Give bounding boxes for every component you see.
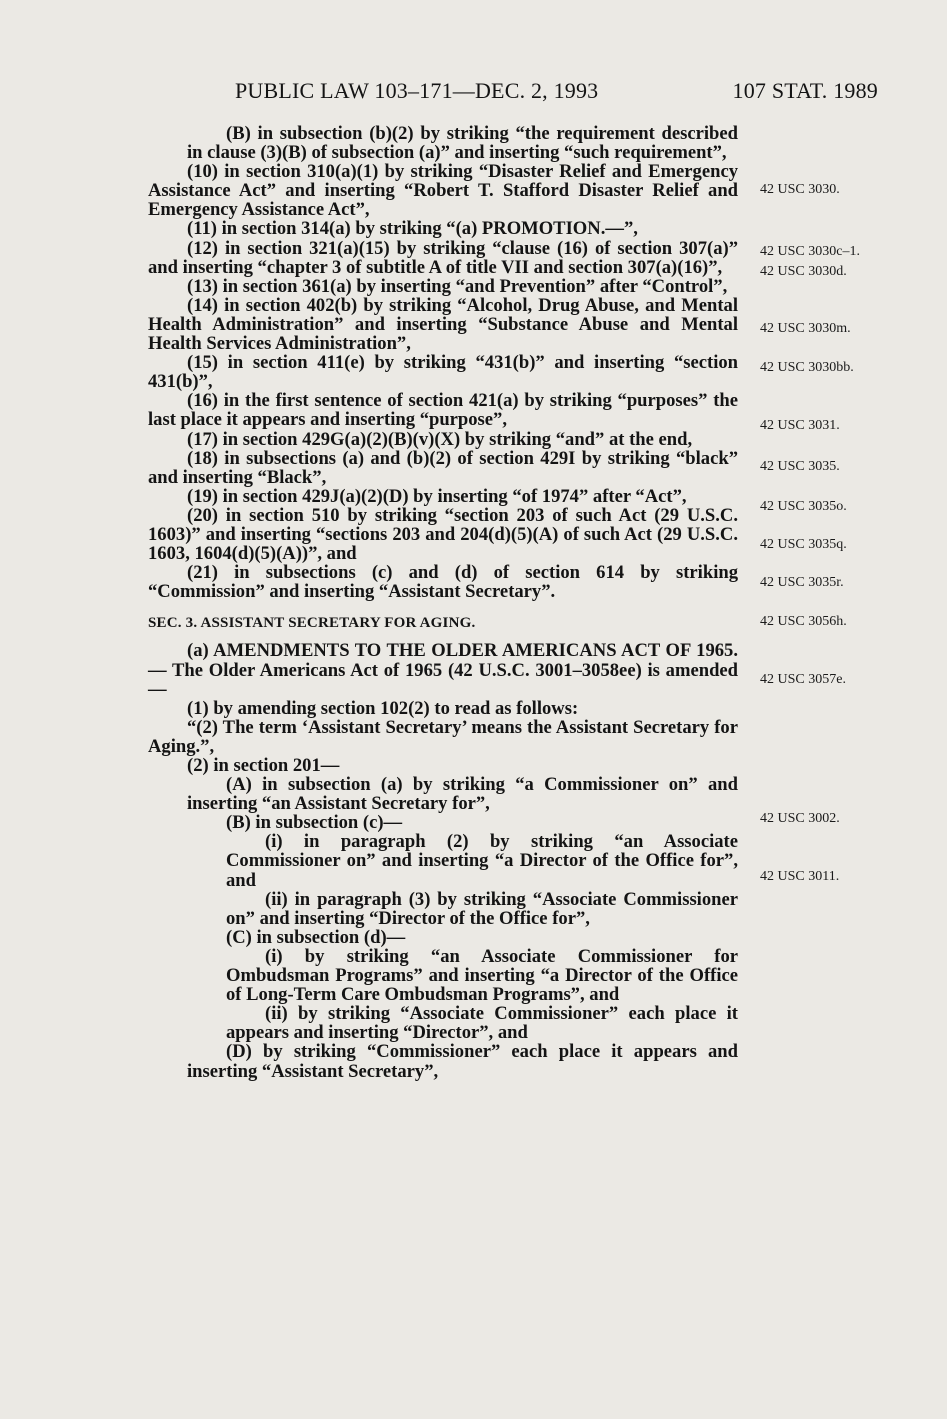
page-number: 107 STAT. 1989 [732,78,878,103]
margin-citation: 42 USC 3030. [760,182,840,197]
main-text [148,124,738,1081]
paragraph-21: (21) in subsections (c) and (d) of section 614 by striking “Commission” and inserting “Assistant Secretary”. [148,562,738,603]
paragraph-18: (18) in subsections (a) and (b)(2) of section 429I by striking “black” and inserting “Black”, [148,447,738,488]
paragraph-13: (13) in section 361(a) by inserting “and Prevention” after “Control”, [187,275,728,297]
paragraph-14: (14) in section 402(b) by striking “Alcohol, Drug Abuse, and Mental Health Administration” and inserting “Substance Abuse and Mental Health Services Administration”, [148,294,738,355]
subsection-a: (a) AMENDMENTS TO THE OLDER AMERICANS ACT OF 1965.— The Older Americans Act of 1965 (42 U.S.C. 3001–3058ee) is amended— [148,640,738,700]
item-2-B-i: (i) in paragraph (2) by striking “an Associate Commissioner on” and inserting “a Director of the Office for”, and [226,831,738,891]
item-1: (1) by amending section 102(2) to read as follows: [187,697,579,719]
item-2-C: (C) in subsection (d)— [226,926,406,948]
paragraph-11: (11) in section 314(a) by striking “(a) PROMOTION.—”, [187,218,638,240]
item-2-C-i: (i) by striking “an Associate Commissioner for Ombudsman Programs” and inserting “a Director of the Office of Long-Term Care Ombudsman Programs”, and [226,945,738,1006]
item-2-A: (A) in subsection (a) by striking “a Commissioner on” and inserting “an Assistant Secretary for”, [187,774,738,815]
paragraph-16: (16) in the first sentence of section 421(a) by striking “purposes” the last place it appears and inserting “purpose”, [148,390,738,431]
margin-citation: 42 USC 3002. [760,811,840,826]
margin-citation: 42 USC 3035o. [760,499,847,514]
paragraph-15: (15) in section 411(e) by striking “431(b)” and inserting “section 431(b)”, [148,352,738,393]
paragraph-12: (12) in section 321(a)(15) by striking “clause (16) of section 307(a)” and inserting “chapter 3 of subtitle A of title VII and section 307(a)(16)”, [148,237,738,278]
margin-citation: 42 USC 3035r. [760,575,844,590]
margin-citation: 42 USC 3057e. [760,672,846,687]
paragraph-20: (20) in section 510 by striking “section 203 of such Act (29 U.S.C. 1603)” and inserting “sections 203 and 204(d)(5)(A) of such Act (29 U.S.C. 1603, 1604(d)(5)(A))”, and [148,504,738,565]
margin-citation: 42 USC 3011. [760,869,840,884]
item-2-B-ii: (ii) in paragraph (3) by striking “Associate Commissioner on” and inserting “Director of the Office for”, [226,888,738,929]
margin-citation: 42 USC 3035. [760,459,840,474]
item-2-B: (B) in subsection (c)— [226,812,403,834]
section-heading: SEC. 3. ASSISTANT SECRETARY FOR AGING. [148,615,476,632]
margin-citation: 42 USC 3030c–1. [760,244,860,259]
margin-citation: 42 USC 3056h. [760,614,847,629]
paragraph-19: (19) in section 429J(a)(2)(D) by inserting “of 1974” after “Act”, [187,485,687,507]
margin-citation: 42 USC 3030d. [760,264,847,279]
margin-citation: 42 USC 3031. [760,418,840,433]
item-1-quoted-definition: “(2) The term ‘Assistant Secretary’ means the Assistant Secretary for Aging.”, [148,716,738,757]
margin-citation: 42 USC 3030m. [760,321,851,336]
paragraph-10: (10) in section 310(a)(1) by striking “Disaster Relief and Emergency Assistance Act” and inserting “Robert T. Stafford Disaster Relief and Emergency Assistance Act”, [148,161,738,221]
margin-citation: 42 USC 3030bb. [760,360,854,375]
item-2-C-ii: (ii) by striking “Associate Commissioner” each place it appears and inserting “Director”, and [226,1003,738,1044]
margin-citation: 42 USC 3035q. [760,537,847,552]
paragraph-17: (17) in section 429G(a)(2)(B)(v)(X) by striking “and” at the end, [187,428,693,450]
item-2-D: (D) by striking “Commissioner” each place it appears and inserting “Assistant Secretary”, [187,1041,738,1082]
paragraph-b: (B) in subsection (b)(2) by striking “the requirement described in clause (3)(B) of subsection (a)” and inserting “such requirement”, [187,123,738,164]
item-2: (2) in section 201— [187,755,340,776]
running-header-title: PUBLIC LAW 103–171—DEC. 2, 1993 [235,78,599,103]
